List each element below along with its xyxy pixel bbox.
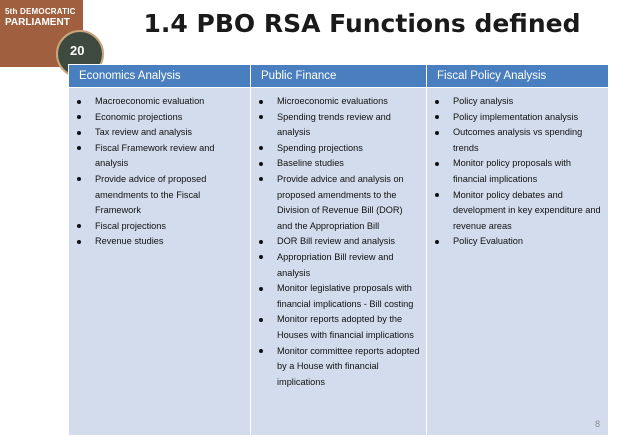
logo-line-1: 5th DEMOCRATIC [5, 7, 76, 16]
list-item: Provide advice and analysis on proposed amendments to the Division of Revenue Bill (DOR) and the Appropriation Bill [257, 172, 420, 234]
slide-title: 1.4 PBO RSA Functions defined [143, 9, 581, 38]
badge-text: 20 [70, 43, 85, 58]
list-item: Fiscal projections [75, 219, 244, 235]
list-item: Monitor legislative proposals with financial implications - Bill costing [257, 281, 420, 312]
list-item: Baseline studies [257, 156, 420, 172]
public-finance-cell [251, 88, 427, 436]
list-item: Tax review and analysis [75, 125, 244, 141]
table-header-row [69, 65, 609, 88]
list-item: Revenue studies [75, 234, 244, 250]
header-public-finance: Public Finance [251, 65, 427, 88]
table-row [69, 88, 609, 436]
list-item: Policy analysis [433, 94, 602, 110]
list-item: Outcomes analysis vs spending trends [433, 125, 602, 156]
functions-table [68, 64, 609, 436]
list-item: Spending trends review and analysis [257, 110, 420, 141]
header-economics-analysis: Economics Analysis [69, 65, 251, 88]
parliament-logo [0, 0, 83, 67]
list-item: Appropriation Bill review and analysis [257, 250, 420, 281]
list-item: Macroeconomic evaluation [75, 94, 244, 110]
slide-number: 8 [594, 419, 600, 429]
list-item: Policy Evaluation [433, 234, 602, 250]
economics-analysis-list [75, 94, 244, 250]
fiscal-policy-analysis-cell [427, 88, 609, 436]
economics-analysis-cell [69, 88, 251, 436]
list-item: Fiscal Framework review and analysis [75, 141, 244, 172]
list-item: DOR Bill review and analysis [257, 234, 420, 250]
public-finance-list [257, 94, 420, 390]
fiscal-policy-analysis-list [433, 94, 602, 250]
list-item: Microeconomic evaluations [257, 94, 420, 110]
logo-line-2: PARLIAMENT [5, 17, 70, 28]
list-item: Monitor policy debates and development in key expenditure and revenue areas [433, 188, 602, 235]
list-item: Monitor committee reports adopted by a House with financial implications [257, 344, 420, 391]
list-item: Monitor policy proposals with financial implications [433, 156, 602, 187]
list-item: Economic projections [75, 110, 244, 126]
list-item: Provide advice of proposed amendments to the Fiscal Framework [75, 172, 244, 219]
list-item: Policy implementation analysis [433, 110, 602, 126]
list-item: Monitor reports adopted by the Houses with financial implications [257, 312, 420, 343]
header-fiscal-policy-analysis: Fiscal Policy Analysis [427, 65, 609, 88]
list-item: Spending projections [257, 141, 420, 157]
